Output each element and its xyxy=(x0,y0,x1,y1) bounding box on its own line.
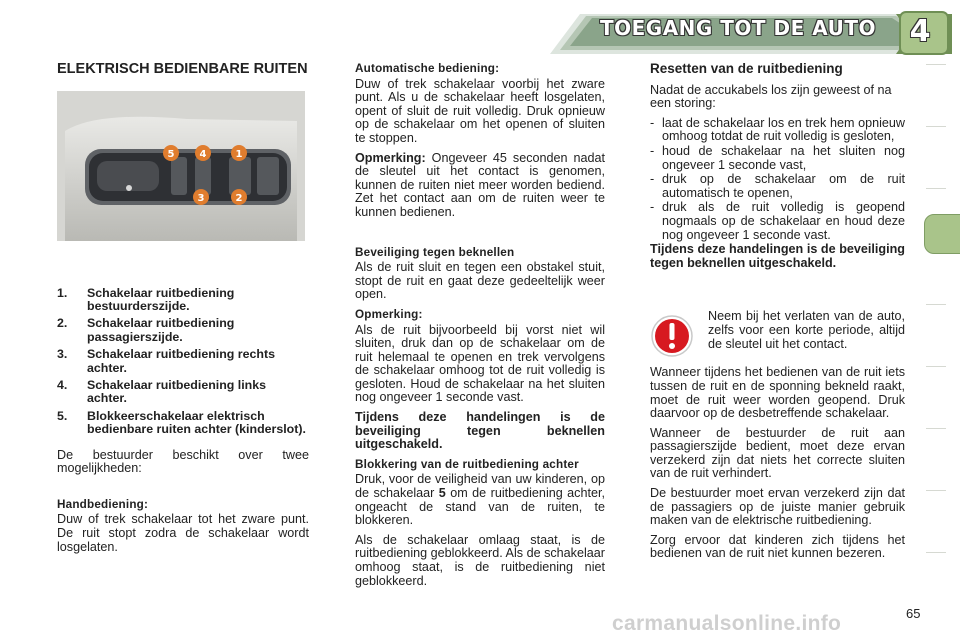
pinch-text: Als de ruit sluit en tegen een obstakel stuit, stopt de ruit en gaat deze gedeeltelijk weer open. xyxy=(355,260,605,302)
paragraph: Wanneer tijdens het bedienen van de ruit iets tussen de ruit en de sponning bekneld raakt, moet de ruit weer worden geopend. Druk daarvoor op de desbetreffende schakelaar. xyxy=(650,365,905,421)
note-1-label: Opmerking: xyxy=(355,150,426,165)
column-3 xyxy=(650,62,905,567)
block-text: Druk, voor de veiligheid van uw kinderen, op de schakelaar 5 om de ruitbediening achter, ongeacht de stand van de ruiten, te blokkeren. xyxy=(355,472,605,528)
paragraph: Wanneer de bestuurder de ruit aan passagierszijde bedient, moet deze ervan verzekerd zijn dat niets het correcte sluiten van de ruit verhindert. xyxy=(650,425,905,481)
paragraph: Zorg ervoor dat kinderen zich tijdens het bedienen van de ruit niet kunnen bezeren. xyxy=(650,532,905,561)
list-item: 4. Schakelaar ruitbediening links achter. xyxy=(57,378,267,406)
callout-1: 1 xyxy=(235,149,243,160)
list-item: - laat de schakelaar los en trek hem opnieuw omhoog totdat de ruit volledig is gesloten, xyxy=(650,115,905,144)
chapter-number: 4 xyxy=(909,14,931,49)
warning-icon xyxy=(650,314,694,358)
reset-steps xyxy=(650,117,905,242)
manual-text: Duw of trek schakelaar tot het zware punt. De ruit stopt zodra de schakelaar wordt losgelaten. xyxy=(57,512,309,554)
block-text-2: Als de schakelaar omlaag staat, is de ruitbediening geblokkeerd. Als de schakelaar omhoog staat, is de ruitbediening niet geblokkeerd. xyxy=(355,532,605,588)
list-item: - druk als de ruit volledig is geopend nogmaals op de schakelaar en houd deze nog ongeveer 1 seconde vast. xyxy=(650,200,905,242)
side-tabs xyxy=(926,64,960,574)
note-1: Opmerking: Ongeveer 45 seconden nadat de sleutel uit het contact is genomen, kunnen de ruiten niet meer worden bediend. Zet het contact aan om de ruiten weer te kunnen bedienen. xyxy=(355,150,605,219)
callout-5: 5 xyxy=(167,149,175,160)
page-number: 65 xyxy=(906,606,921,621)
reset-intro: Nadat de accukabels los zijn geweest of na een storing: xyxy=(650,82,892,111)
callout-4: 4 xyxy=(199,149,207,160)
window-switch-photo xyxy=(57,91,305,241)
paragraph: De bestuurder moet ervan verzekerd zijn dat de passagiers op de juiste manier gebruik maken van de elektrische ruitbediening. xyxy=(650,486,905,528)
pinch-warning: Tijdens deze handelingen is de beveiliging tegen beknellen uitgeschakeld. xyxy=(355,410,605,452)
reset-heading: Resetten van de ruitbediening xyxy=(650,61,843,76)
list-item: 2. Schakelaar ruitbediening passagierszijde. xyxy=(57,316,235,344)
manual-heading: Handbediening: xyxy=(57,497,149,511)
intro-text: De bestuurder beschikt over twee mogelijkheden: xyxy=(57,447,309,476)
caution-text: Neem bij het verlaten van de auto, zelfs voor een korte periode, altijd de sleutel uit het contact. xyxy=(708,309,905,351)
callout-3: 3 xyxy=(197,193,205,204)
reset-warning: Tijdens deze handelingen is de beveiliging tegen beknellen uitgeschakeld. xyxy=(650,242,905,270)
list-item: 1. Schakelaar ruitbediening bestuurderszijde. xyxy=(57,285,235,313)
block-heading: Blokkering van de ruitbediening achter xyxy=(355,457,579,471)
list-item: 3. Schakelaar ruitbediening rechts achter. xyxy=(57,347,275,375)
watermark: carmanualsonline.info xyxy=(612,612,842,635)
page-title: TOEGANG TOT DE AUTO xyxy=(599,16,877,40)
pinch-heading: Beveiliging tegen beknellen xyxy=(355,245,515,259)
active-chapter-tab xyxy=(924,214,960,254)
note-2-heading: Opmerking: xyxy=(355,307,423,321)
auto-text: Duw of trek schakelaar voorbij het zware punt. Als u de schakelaar heeft losgelaten, opent of sluit de ruit volledig. Druk opnieuw op de schakelaar om het openen of sluiten te stoppen. xyxy=(355,76,605,145)
note-2-text: Als de ruit bijvoorbeeld bij vorst niet wil sluiten, druk dan op de schakelaar om de ruit helemaal te openen en trek vervolgens de schakelaar omhoog tot de ruit volledig is gesloten. Houd de schakelaar na het sluiten nog ongeveer 1 seconde vast. xyxy=(355,322,605,405)
list-item: - druk op de schakelaar om de ruit automatisch te openen, xyxy=(650,172,905,200)
switch-list xyxy=(57,287,309,437)
column-1 xyxy=(57,62,309,560)
list-item: - houd de schakelaar na het sluiten nog ongeveer 1 seconde vast, xyxy=(650,143,905,172)
section-heading: ELEKTRISCH BEDIENBARE RUITEN xyxy=(57,61,308,77)
auto-heading: Automatische bediening: xyxy=(355,62,500,75)
column-2 xyxy=(355,62,605,594)
caution-box xyxy=(650,310,905,358)
callout-2: 2 xyxy=(235,193,243,204)
list-item: 5. Blokkeerschakelaar elektrisch bedienbare ruiten achter (kinderslot). xyxy=(57,408,306,437)
